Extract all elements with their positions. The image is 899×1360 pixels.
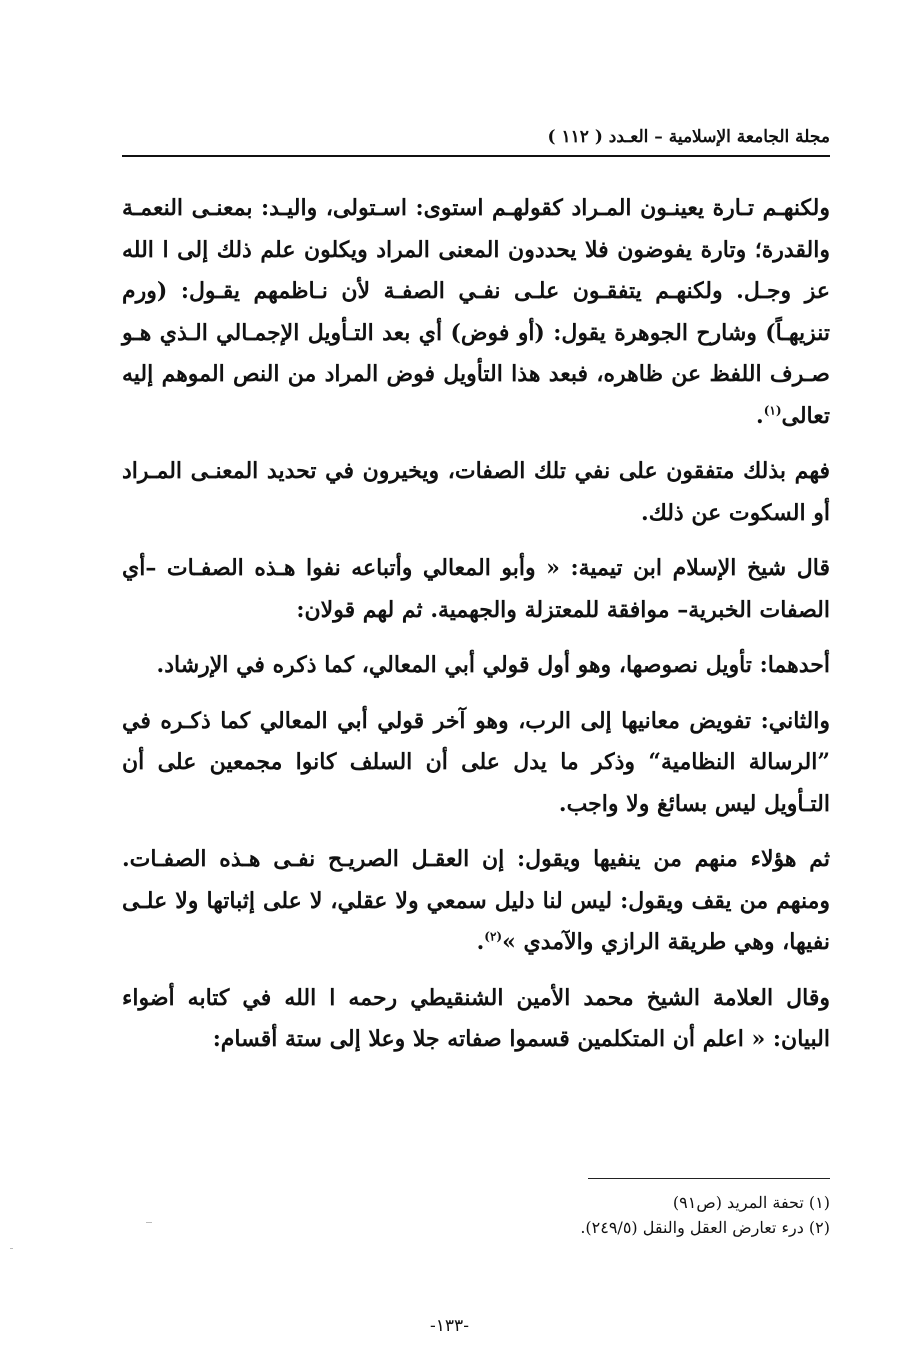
footnotes xyxy=(122,1190,830,1240)
header-divider xyxy=(122,155,830,157)
paragraph-text: والثاني: تفويض معانيها إلى الرب، وهو آخر قولي أبي المعالي كما ذكـره في ”الرسالة النظامية“ وذكر ما يدل على أن السلف كانوا مجمعين على أن التـأويل ليس بسائغ ولا واجب. xyxy=(122,707,830,817)
running-header: مجلة الجامعة الإسلامية – العـدد ( ١١٢ ) xyxy=(547,127,830,147)
paragraph-tail: . xyxy=(476,929,485,955)
paragraph-7 xyxy=(122,978,830,1061)
paragraph-6 xyxy=(122,839,830,964)
paragraph-5 xyxy=(122,701,830,826)
footnote-ref-1[interactable]: (١) xyxy=(763,403,782,418)
main-text xyxy=(122,188,830,1075)
paragraph-text: قال شيخ الإسلام ابن تيمية: « وأبو المعالي وأتباعه نفوا هـذه الصفـات –أي الصفات الخبرية– موافقة للمعتزلة والجهمية. ثم لهم قولان: xyxy=(122,555,830,623)
paragraph-text: أحدهما: تأويل نصوصها، وهو أول قولي أبي المعالي، كما ذكره في الإرشاد. xyxy=(156,652,830,678)
paragraph-text: فهم بذلك متفقون على نفي تلك الصفات، ويخيرون في تحديد المعنـى المـراد أو السكوت عن ذلك. xyxy=(122,458,830,526)
scan-speck xyxy=(10,1248,13,1249)
paragraph-text: وقال العلامة الشيخ محمد الأمين الشنقيطي رحمه ا الله في كتابه أضواء البيان: « اعلم أن المتكلمين قسموا صفاته جلا وعلا إلى ستة أقسام: xyxy=(122,984,830,1052)
footnote-2: (٢) درء تعارض العقل والنقل (٢٤٩/٥). xyxy=(580,1218,830,1237)
paragraph-3 xyxy=(122,548,830,631)
paragraph-tail: . xyxy=(756,402,764,429)
paragraph-2 xyxy=(122,451,830,534)
scan-speck xyxy=(146,1222,152,1223)
paragraph-text: ولكنهـم تـارة يعينـون المـراد كقولهـم استوى: اسـتولى، واليـد: بمعنـى النعمـة والقدرة؛ وتارة يفوضون فلا يحددون المعنى المراد ويكلون علم ذلك إلى ا الله عز وجـل. ولكنهـم يتفقـون علـى نفـي الصفـة لأن نـاظمهم يقـول: (ورم تنزيهـاً) وشارح الجوهرة يقول: (أو فوض) أي بعد التـأويل الإجمـالي الـذي هـو صـرف اللفظ عن ظاهره، فبعد هذا التأويل فوض المراد من النص الموهم إليه تعالى xyxy=(122,195,830,429)
paragraph-text: ثم هؤلاء منهم من ينفيها ويقول: إن العقـل الصريـح نفـى هـذه الصفـات. ومنهم من يقف ويقول: ليس لنا دليل سمعي ولا عقلي، لا على إثباتها ولا علـى نفيها، وهي طريقة الرازي والآمدي » xyxy=(122,846,830,955)
footnote-ref-2[interactable]: (٢) xyxy=(484,929,503,944)
page-number: -١٣٣- xyxy=(430,1316,469,1336)
footnote-1: (١) تحفة المريد (ص٩١) xyxy=(672,1193,830,1212)
footnote-divider xyxy=(588,1178,830,1179)
paragraph-4 xyxy=(122,645,830,687)
paragraph-1 xyxy=(122,188,830,437)
